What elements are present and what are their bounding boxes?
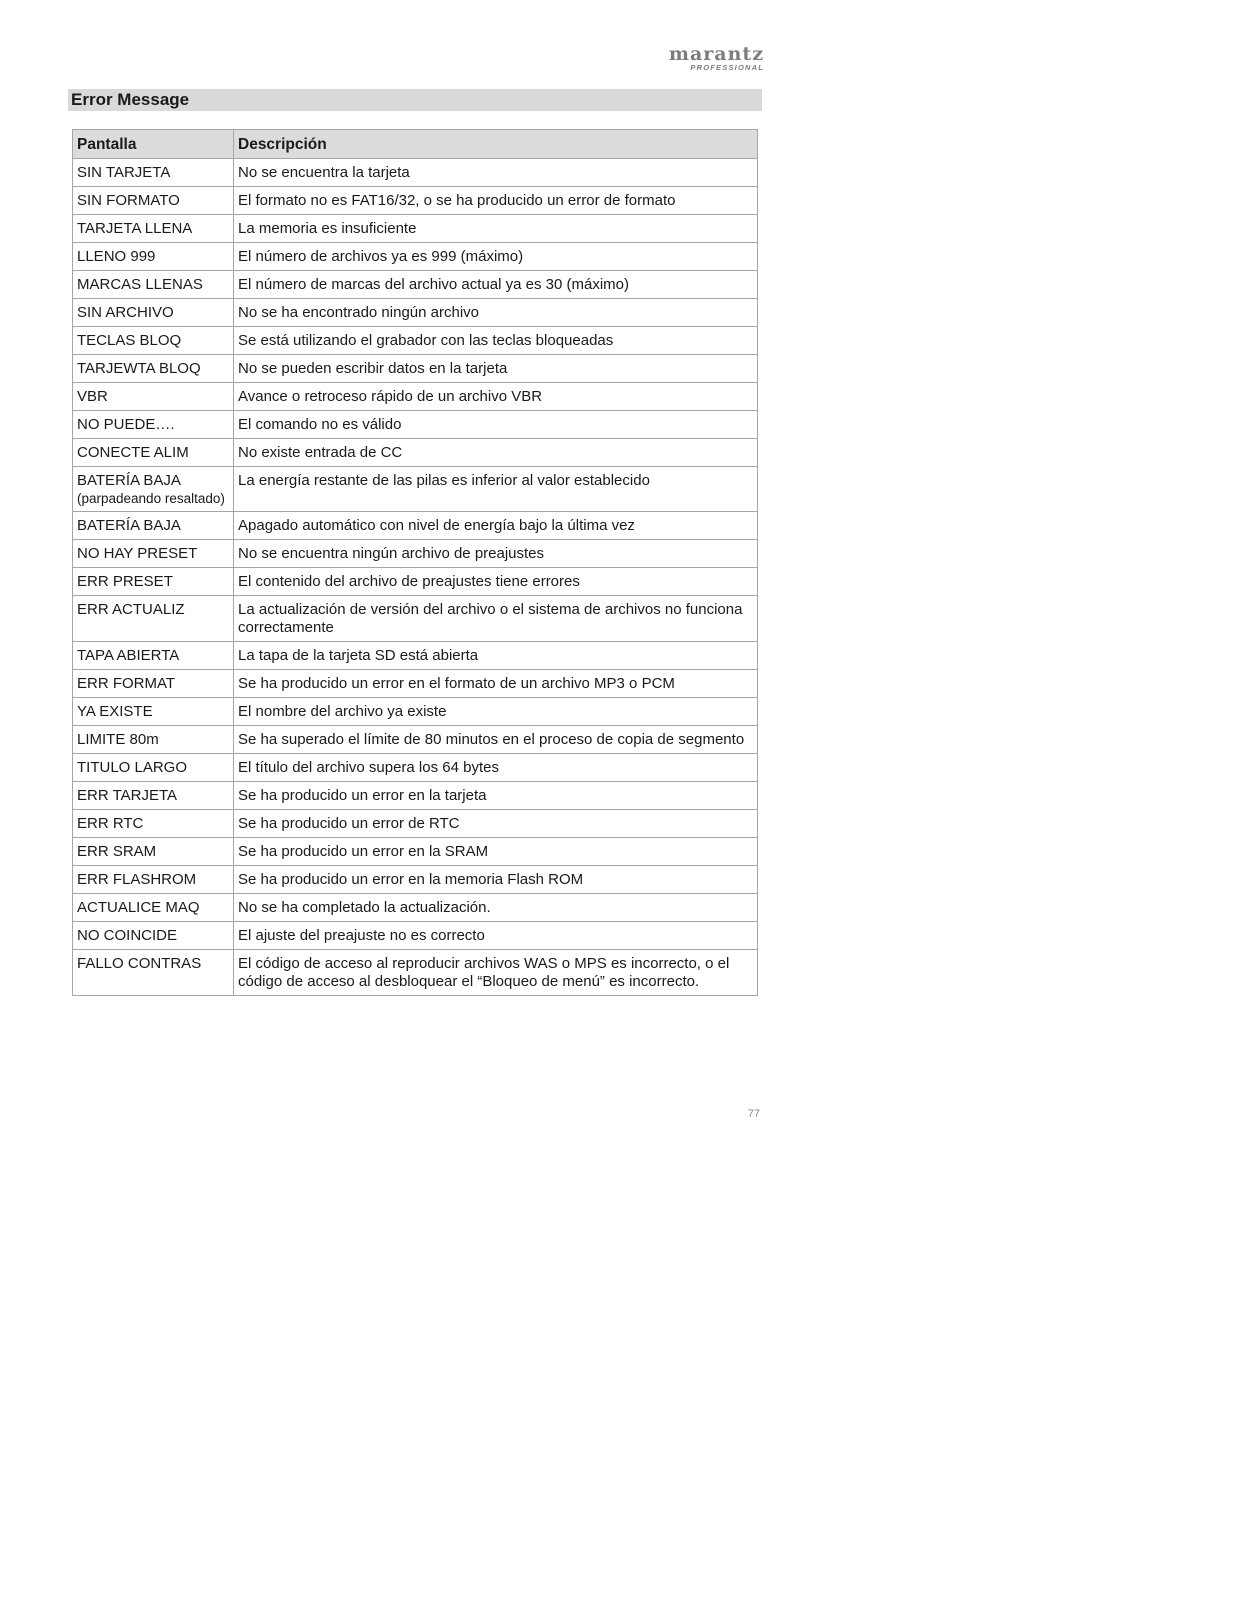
table-row: [73, 355, 758, 383]
description-cell: El título del archivo supera los 64 bytes: [234, 754, 758, 782]
description-cell: Se está utilizando el grabador con las teclas bloqueadas: [234, 327, 758, 355]
display-code: ERR RTC: [77, 815, 144, 832]
display-code: ERR PRESET: [77, 573, 173, 590]
display-code: ERR TARJETA: [77, 787, 178, 804]
description-cell: No se encuentra ningún archivo de preajustes: [234, 540, 758, 568]
display-cell: [73, 782, 234, 810]
table-row: [73, 243, 758, 271]
table-row: [73, 894, 758, 922]
display-code: TITULO LARGO: [77, 759, 188, 776]
table-row: [73, 642, 758, 670]
display-code: FALLO CONTRAS: [77, 955, 202, 972]
display-code: ERR FORMAT: [77, 675, 176, 692]
display-cell: [73, 838, 234, 866]
table-row: [73, 866, 758, 894]
description-cell: El número de archivos ya es 999 (máximo): [234, 243, 758, 271]
description-cell: No existe entrada de CC: [234, 439, 758, 467]
marantz-logo: [640, 44, 764, 72]
display-code: TECLAS BLOQ: [77, 332, 182, 349]
display-cell: [73, 271, 234, 299]
display-code: TAPA ABIERTA: [77, 647, 180, 664]
display-cell: [73, 299, 234, 327]
display-cell: [73, 243, 234, 271]
display-code: SIN FORMATO: [77, 192, 180, 209]
display-cell: [73, 950, 234, 996]
table-row: [73, 187, 758, 215]
description-cell: El contenido del archivo de preajustes tiene errores: [234, 568, 758, 596]
description-cell: El ajuste del preajuste no es correcto: [234, 922, 758, 950]
page-number: 77: [747, 1108, 760, 1120]
description-cell: Se ha producido un error de RTC: [234, 810, 758, 838]
table-row: [73, 596, 758, 642]
display-cell: [73, 439, 234, 467]
display-cell: [73, 670, 234, 698]
error-message-table: [72, 129, 758, 996]
table-row: [73, 754, 758, 782]
table-row: [73, 922, 758, 950]
description-cell: La actualización de versión del archivo o el sistema de archivos no funciona correctamente: [234, 596, 758, 642]
display-code: NO HAY PRESET: [77, 545, 198, 562]
description-cell: El formato no es FAT16/32, o se ha producido un error de formato: [234, 187, 758, 215]
display-code: BATERÍA BAJA: [77, 472, 181, 489]
display-note: (parpadeando resaltado): [77, 491, 225, 506]
display-cell: [73, 754, 234, 782]
description-cell: La memoria es insuficiente: [234, 215, 758, 243]
table-row: [73, 512, 758, 540]
logo-brand: marantz: [668, 43, 764, 65]
display-code: NO PUEDE….: [77, 416, 175, 433]
display-cell: [73, 810, 234, 838]
display-cell: [73, 159, 234, 187]
description-cell: No se pueden escribir datos en la tarjeta: [234, 355, 758, 383]
table-row: [73, 726, 758, 754]
description-cell: Avance o retroceso rápido de un archivo VBR: [234, 383, 758, 411]
table-row: [73, 159, 758, 187]
display-code: TARJEWTA BLOQ: [77, 360, 201, 377]
display-code: MARCAS LLENAS: [77, 276, 203, 293]
display-cell: [73, 568, 234, 596]
table-row: [73, 439, 758, 467]
description-cell: Se ha superado el límite de 80 minutos en el proceso de copia de segmento: [234, 726, 758, 754]
table-row: [73, 411, 758, 439]
display-code: BATERÍA BAJA: [77, 517, 181, 534]
display-cell: [73, 540, 234, 568]
description-cell: Se ha producido un error en el formato de un archivo MP3 o PCM: [234, 670, 758, 698]
display-code: CONECTE ALIM: [77, 444, 189, 461]
display-cell: [73, 411, 234, 439]
table-header-row: [73, 130, 758, 159]
display-cell: [73, 596, 234, 642]
display-code: NO COINCIDE: [77, 927, 178, 944]
display-cell: [73, 642, 234, 670]
display-code: ERR FLASHROM: [77, 871, 197, 888]
table-row: [73, 299, 758, 327]
display-code: VBR: [77, 388, 108, 405]
table-row: [73, 540, 758, 568]
display-cell: [73, 922, 234, 950]
table-row: [73, 327, 758, 355]
display-cell: [73, 215, 234, 243]
section-title: Error Message: [68, 89, 762, 111]
table-row: [73, 810, 758, 838]
display-cell: [73, 512, 234, 540]
table-row: [73, 670, 758, 698]
table-body: [73, 159, 758, 996]
table-row: [73, 950, 758, 996]
description-cell: El comando no es válido: [234, 411, 758, 439]
description-cell: La energía restante de las pilas es inferior al valor establecido: [234, 467, 758, 512]
display-code: SIN TARJETA: [77, 164, 171, 181]
description-cell: El nombre del archivo ya existe: [234, 698, 758, 726]
table-row: [73, 568, 758, 596]
description-cell: Se ha producido un error en la SRAM: [234, 838, 758, 866]
logo-subtitle: PROFESSIONAL: [690, 63, 764, 72]
table-row: [73, 383, 758, 411]
table-row: [73, 215, 758, 243]
table-row: [73, 271, 758, 299]
display-cell: [73, 327, 234, 355]
display-cell: [73, 187, 234, 215]
display-cell: [73, 866, 234, 894]
description-cell: El número de marcas del archivo actual ya es 30 (máximo): [234, 271, 758, 299]
display-code: ACTUALICE MAQ: [77, 899, 200, 916]
column-header-display: Pantalla: [73, 130, 234, 159]
description-cell: Se ha producido un error en la memoria Flash ROM: [234, 866, 758, 894]
table-row: [73, 467, 758, 512]
display-code: SIN ARCHIVO: [77, 304, 174, 321]
display-cell: [73, 894, 234, 922]
description-cell: No se ha encontrado ningún archivo: [234, 299, 758, 327]
display-cell: [73, 467, 234, 512]
display-code: LLENO 999: [77, 248, 156, 265]
display-cell: [73, 726, 234, 754]
display-cell: [73, 383, 234, 411]
display-code: TARJETA LLENA: [77, 220, 193, 237]
table-row: [73, 698, 758, 726]
display-code: LIMITE 80m: [77, 731, 159, 748]
description-cell: El código de acceso al reproducir archivos WAS o MPS es incorrecto, o el código de acceso al desbloquear el “Bloqueo de menú” es incorrecto.: [234, 950, 758, 996]
display-cell: [73, 355, 234, 383]
table-row: [73, 838, 758, 866]
display-code: ERR SRAM: [77, 843, 157, 860]
display-cell: [73, 698, 234, 726]
table-row: [73, 782, 758, 810]
description-cell: No se ha completado la actualización.: [234, 894, 758, 922]
display-code: ERR ACTUALIZ: [77, 601, 185, 618]
description-cell: Apagado automático con nivel de energía bajo la última vez: [234, 512, 758, 540]
description-cell: La tapa de la tarjeta SD está abierta: [234, 642, 758, 670]
column-header-description: Descripción: [234, 130, 758, 159]
display-code: YA EXISTE: [77, 703, 153, 720]
description-cell: Se ha producido un error en la tarjeta: [234, 782, 758, 810]
description-cell: No se encuentra la tarjeta: [234, 159, 758, 187]
